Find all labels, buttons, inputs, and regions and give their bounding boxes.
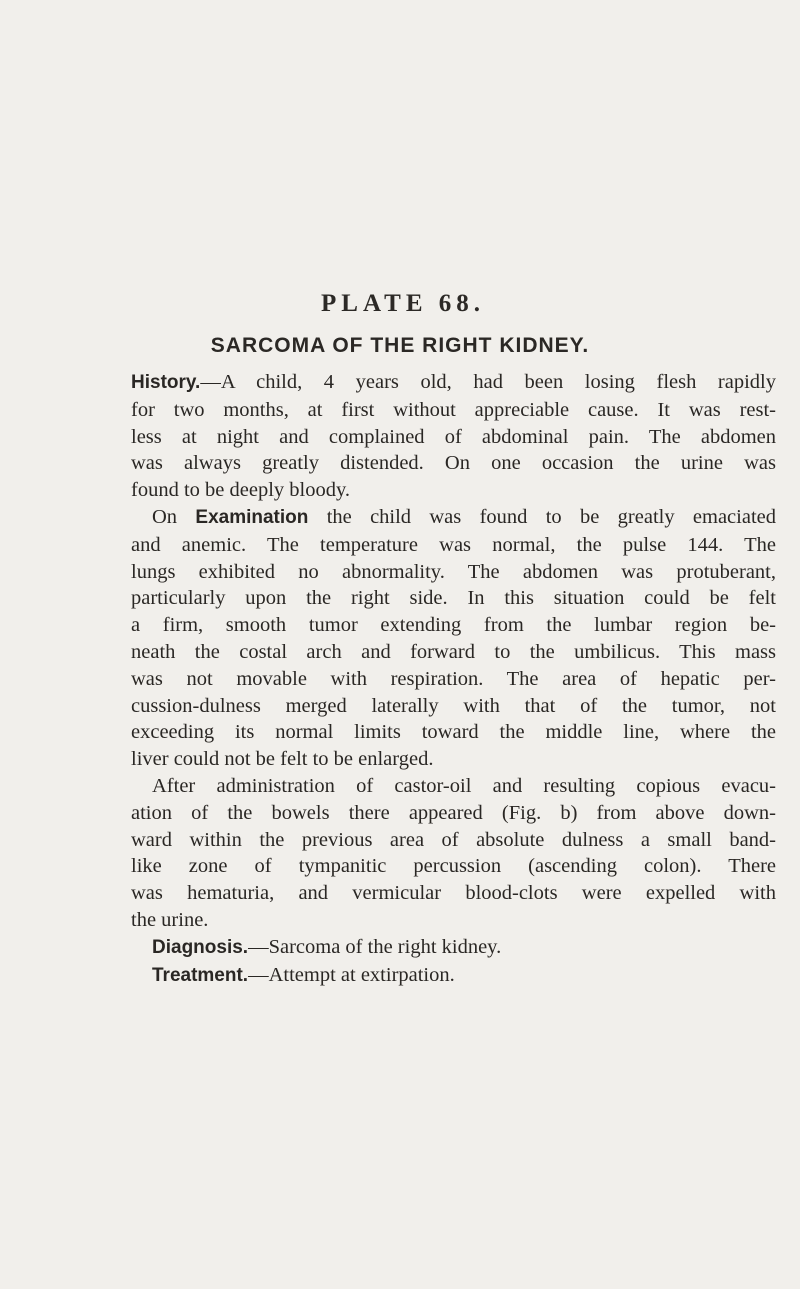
examination-line-10: liver could not be felt to be enlarged. <box>131 748 434 771</box>
examination-line-6: neath the costal arch and forward to the umbilicus. This mass <box>131 640 776 663</box>
history-line-5: found to be deeply bloody. <box>131 479 351 502</box>
diagnosis-heading: Diagnosis. <box>152 936 249 958</box>
history-line-1 <box>131 369 776 397</box>
examination-line-3: lungs exhibited no abnormality. The abdomen was protuberant, <box>131 560 776 583</box>
after-line-1: After administration of castor-oil and resulting copious evacu- <box>152 774 776 797</box>
body-text <box>131 369 776 989</box>
examination-prefix: On <box>152 505 196 528</box>
diagnosis-text: —Sarcoma of the right kidney. <box>248 935 502 958</box>
examination-heading: Examination <box>195 506 309 528</box>
history-line-4: was always greatly distended. On one occasion the urine was <box>131 452 776 475</box>
plate-title: PLATE 68. <box>321 290 485 317</box>
examination-line-9: exceeding its normal limits toward the middle line, where the <box>131 721 776 744</box>
examination-line-4: particularly upon the right side. In this situation could be felt <box>131 587 776 610</box>
diagnosis-paragraph <box>131 934 776 962</box>
after-line-2: ation of the bowels there appeared (Fig. b) from above down- <box>131 801 776 824</box>
examination-paragraph <box>131 504 776 773</box>
treatment-paragraph <box>131 962 776 990</box>
treatment-line <box>131 962 776 990</box>
after-line-4: like zone of tympanitic percussion (ascending colon). There <box>131 855 776 878</box>
history-line-2: for two months, at first without appreciable cause. It was rest- <box>131 398 776 421</box>
examination-line-7: was not movable with respiration. The area of hepatic per- <box>131 667 776 690</box>
after-paragraph <box>131 773 776 934</box>
examination-line-1-text: the child was found to be greatly emaciated <box>308 505 776 528</box>
after-line-6: the urine. <box>131 908 209 931</box>
history-heading: History. <box>131 372 201 393</box>
examination-line-1 <box>131 504 776 532</box>
examination-line-8: cussion-dulness merged laterally with that of the tumor, not <box>131 694 776 717</box>
after-line-3: ward within the previous area of absolute dulness a small band- <box>131 828 776 851</box>
treatment-heading: Treatment. <box>152 964 249 986</box>
examination-line-2: and anemic. The temperature was normal, the pulse 144. The <box>131 533 776 556</box>
after-line-5: was hematuria, and vermicular blood-clots were expelled with <box>131 882 776 905</box>
diagnosis-line <box>131 934 776 962</box>
history-line-3: less at night and complained of abdominal pain. The abdomen <box>131 425 776 448</box>
examination-line-5: a firm, smooth tumor extending from the lumbar region be- <box>131 614 776 637</box>
history-line-1-text: —A child, 4 years old, had been losing flesh rapidly <box>200 371 776 393</box>
subject-title: SARCOMA OF THE RIGHT KIDNEY. <box>210 334 590 357</box>
treatment-text: —Attempt at extirpation. <box>248 963 455 986</box>
history-paragraph <box>131 369 776 504</box>
